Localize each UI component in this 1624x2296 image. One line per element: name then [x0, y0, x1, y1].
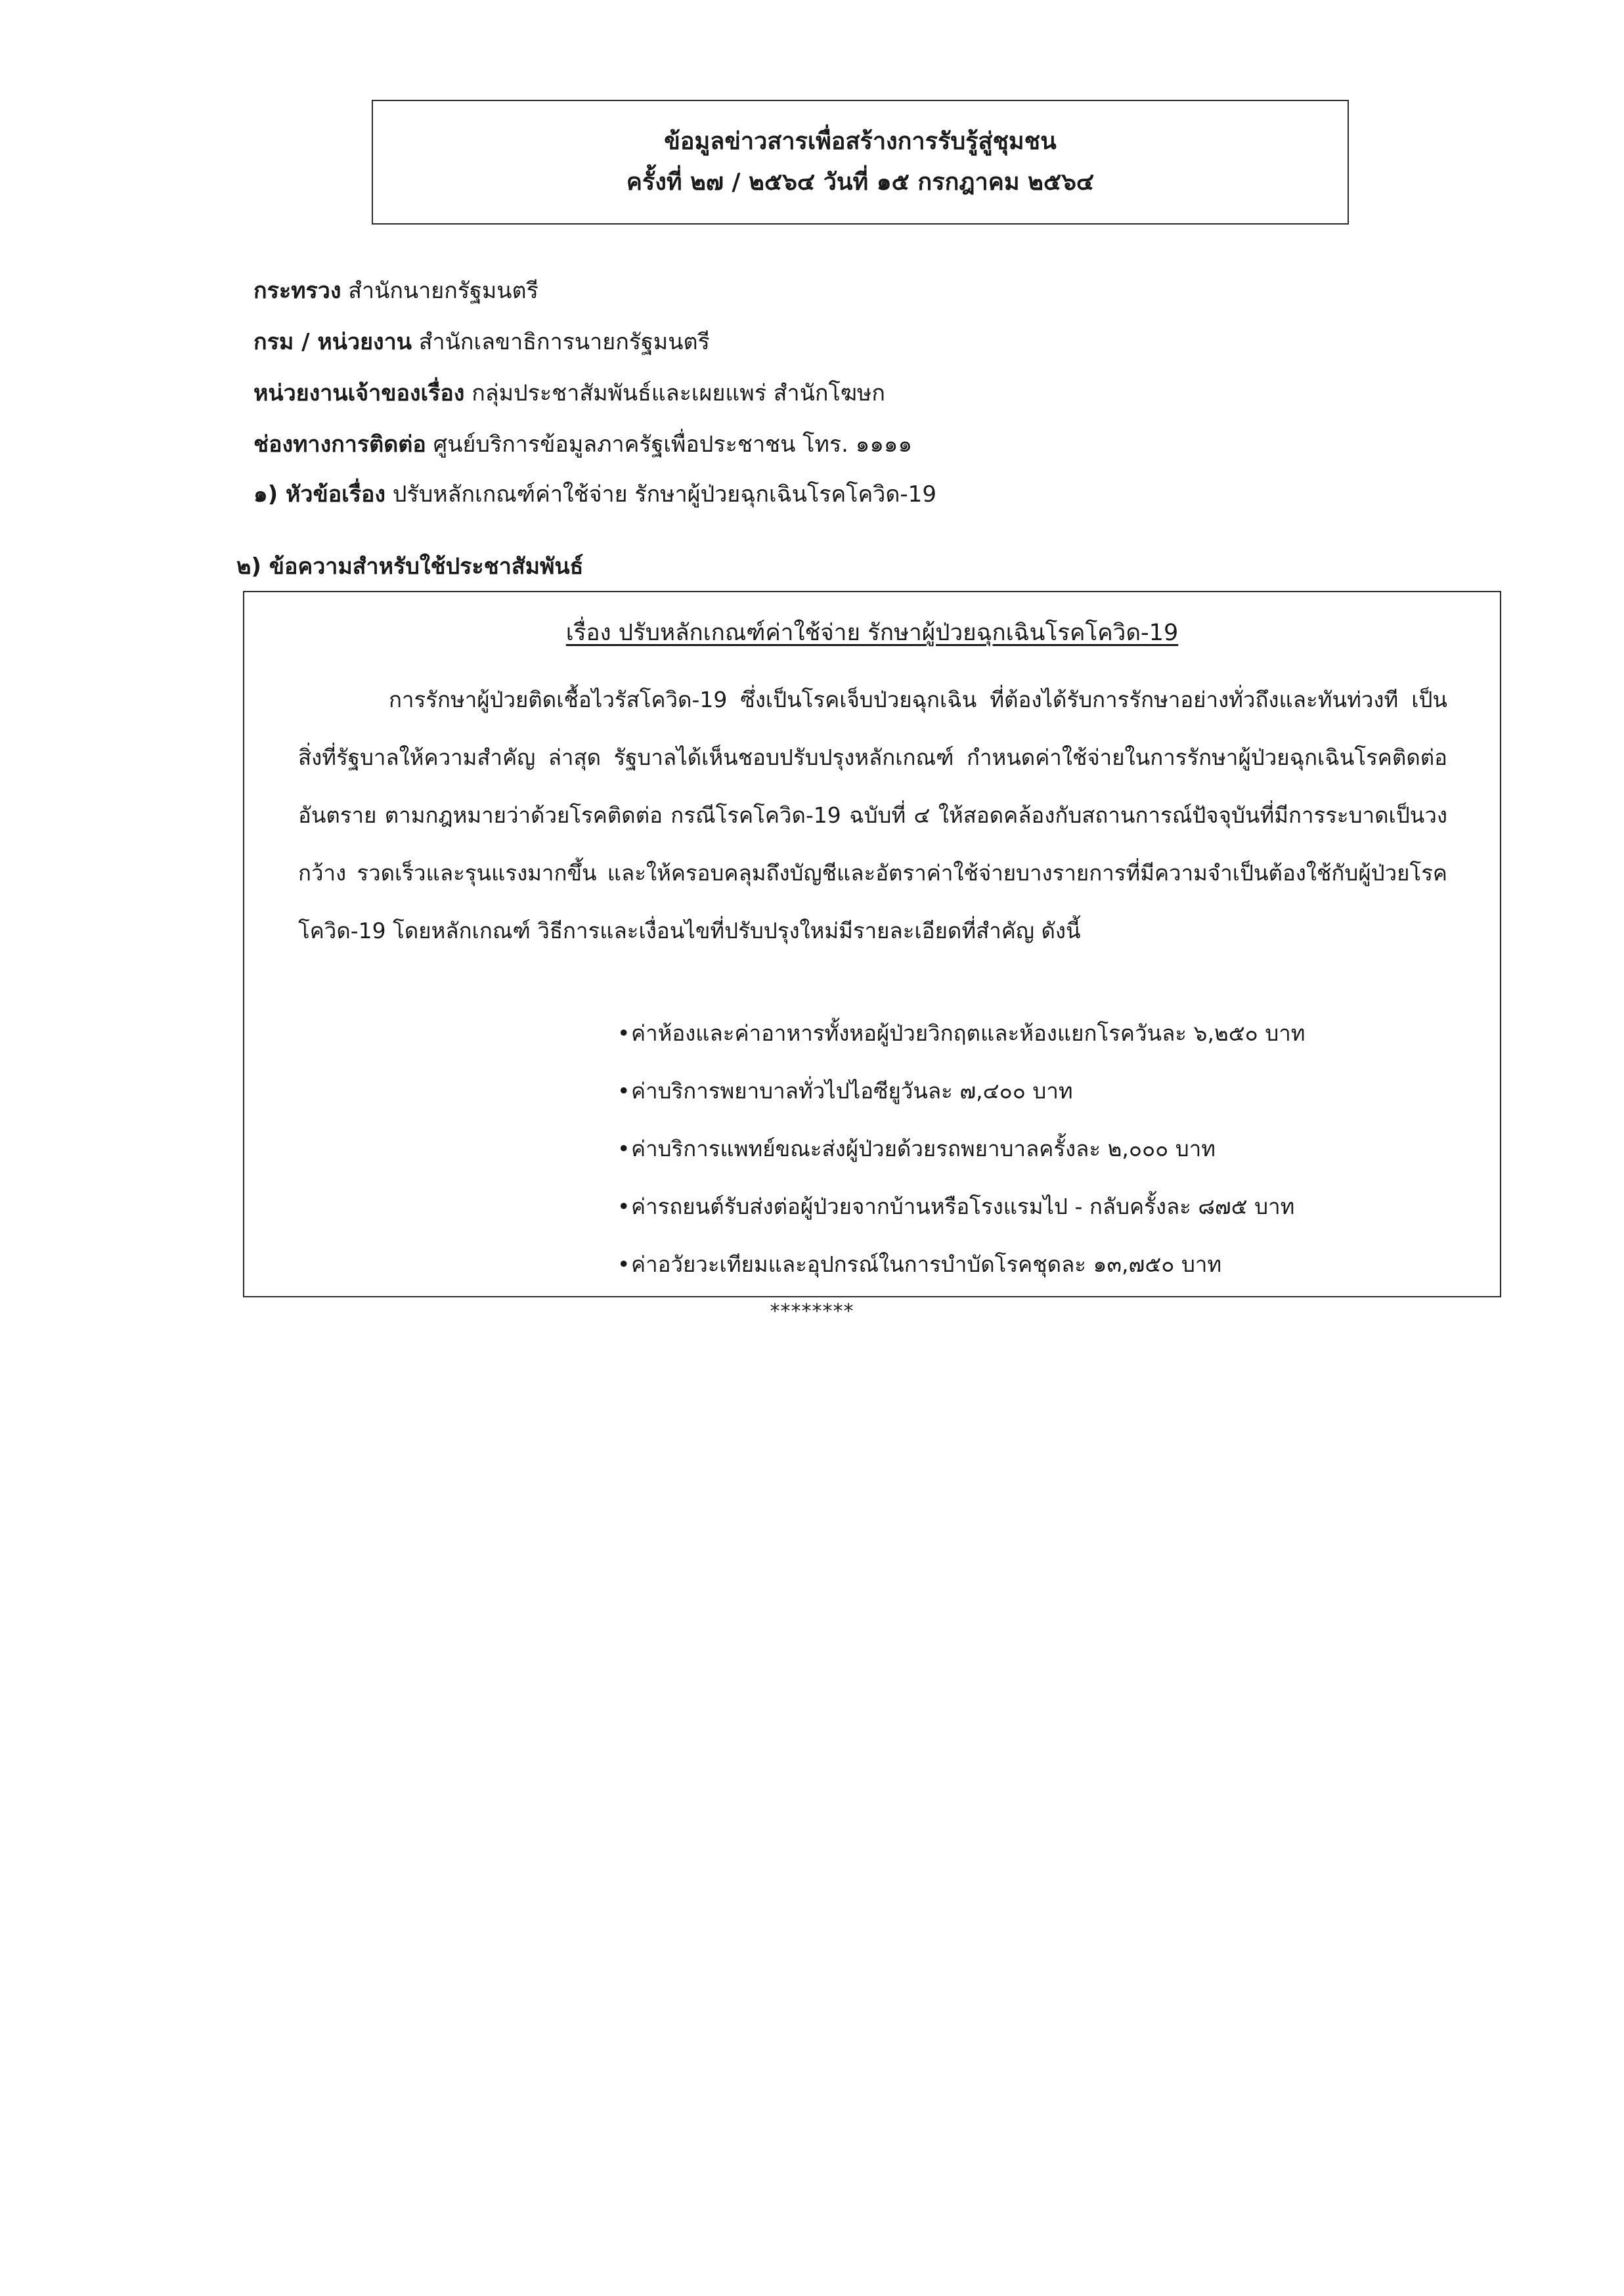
meta-owner-value: กลุ่มประชาสัมพันธ์และเผยแพร่ สำนักโฆษก [472, 380, 885, 406]
section-2-heading: ๒) ข้อความสำหรับใช้ประชาสัมพันธ์ [236, 553, 584, 580]
list-item-text: ค่าบริการพยาบาลทั่วไปไอซียูวันละ ๗,๔๐๐ บาท [631, 1078, 1073, 1104]
list-item [244, 1236, 1500, 1293]
list-item-text: ค่าอวัยวะเทียมและอุปกรณ์ในการบำบัดโรคชุดละ ๑๓,๗๕๐ บาท [631, 1251, 1222, 1277]
list-item [244, 1120, 1500, 1178]
meta-block [253, 276, 1370, 481]
list-item [244, 1062, 1500, 1120]
meta-ministry [253, 276, 1370, 327]
list-item-text: ค่าห้องและค่าอาหารทั้งหอผู้ป่วยวิกฤตและห้องแยกโรควันละ ๖,๒๕๐ บาท [631, 1020, 1306, 1046]
meta-contact-label: ช่องทางการติดต่อ [253, 431, 426, 458]
list-item-text: ค่ารถยนต์รับส่งต่อผู้ป่วยจากบ้านหรือโรงแรมไป - กลับครั้งละ ๘๗๕ บาท [631, 1194, 1295, 1219]
header-box [372, 100, 1349, 225]
end-marker: ******** [770, 1300, 854, 1323]
meta-ministry-value: สำนักนายกรัฐมนตรี [348, 278, 538, 304]
meta-department [253, 327, 1370, 378]
list-item-text: ค่าบริการแพทย์ขณะส่งผู้ป่วยด้วยรถพยาบาลครั้งละ ๒,๐๐๐ บาท [631, 1136, 1216, 1161]
announcement-box [243, 591, 1501, 1297]
bullet-icon: • [617, 1078, 630, 1104]
announcement-paragraph: การรักษาผู้ป่วยติดเชื้อไวรัสโควิด-19 ซึ่งเป็นโรคเจ็บป่วยฉุกเฉิน ที่ต้องได้รับการรักษาอย่างทั่วถึงและทันท่วงที เป็นสิ่งที่รัฐบาลให้ความสำคัญ ล่าสุด รัฐบาลได้เห็นชอบปรับปรุงหลักเกณฑ์ กำหนดค่าใช้จ่ายในการรักษาผู้ป่วยฉุกเฉินโรคติดต่ออันตราย ตามกฎหมายว่าด้วยโรคติดต่อ กรณีโรคโควิด-19 ฉบับที่ ๔ ให้สอดคล้องกับสถานการณ์ปัจจุบันที่มีการระบาดเป็นวงกว้าง รวดเร็วและรุนแรงมากขึ้น และให้ครอบคลุมถึงบัญชีและอัตราค่าใช้จ่ายบางรายการที่มีความจำเป็นต้องใช้กับผู้ป่วยโรคโควิด-19 โดยหลักเกณฑ์ วิธีการและเงื่อนไขที่ปรับปรุงใหม่มีรายละเอียดที่สำคัญ ดังนี้ [298, 687, 1447, 943]
meta-department-label: กรม / หน่วยงาน [253, 329, 412, 355]
meta-contact [253, 429, 1370, 481]
topic-label: ๑) หัวข้อเรื่อง [253, 481, 386, 508]
bullet-icon: • [617, 1136, 630, 1161]
topic-value: ปรับหลักเกณฑ์ค่าใช้จ่าย รักษาผู้ป่วยฉุกเฉินโรคโควิด-19 [392, 481, 936, 508]
list-item [244, 1005, 1500, 1062]
document-issue-date: ครั้งที่ ๒๗ / ๒๕๖๔ วันที่ ๑๕ กรกฎาคม ๒๕๖๔ [626, 169, 1095, 196]
bullet-icon: • [617, 1251, 630, 1277]
bullet-icon: • [617, 1194, 630, 1219]
meta-owner-label: หน่วยงานเจ้าของเรื่อง [253, 380, 465, 406]
meta-owner [253, 378, 1370, 429]
cost-list [244, 1005, 1500, 1293]
topic-line [253, 479, 936, 509]
list-item [244, 1178, 1500, 1236]
meta-ministry-label: กระทรวง [253, 278, 341, 304]
document-title: ข้อมูลข่าวสารเพื่อสร้างการรับรู้สู่ชุมชน [664, 128, 1057, 155]
bullet-icon: • [617, 1020, 630, 1046]
meta-department-value: สำนักเลขาธิการนายกรัฐมนตรี [418, 329, 710, 355]
meta-contact-value: ศูนย์บริการข้อมูลภาครัฐเพื่อประชาชน โทร. ๑๑๑๑ [433, 431, 913, 458]
announcement-title: เรื่อง ปรับหลักเกณฑ์ค่าใช้จ่าย รักษาผู้ป่วยฉุกเฉินโรคโควิด-19 [565, 620, 1179, 646]
